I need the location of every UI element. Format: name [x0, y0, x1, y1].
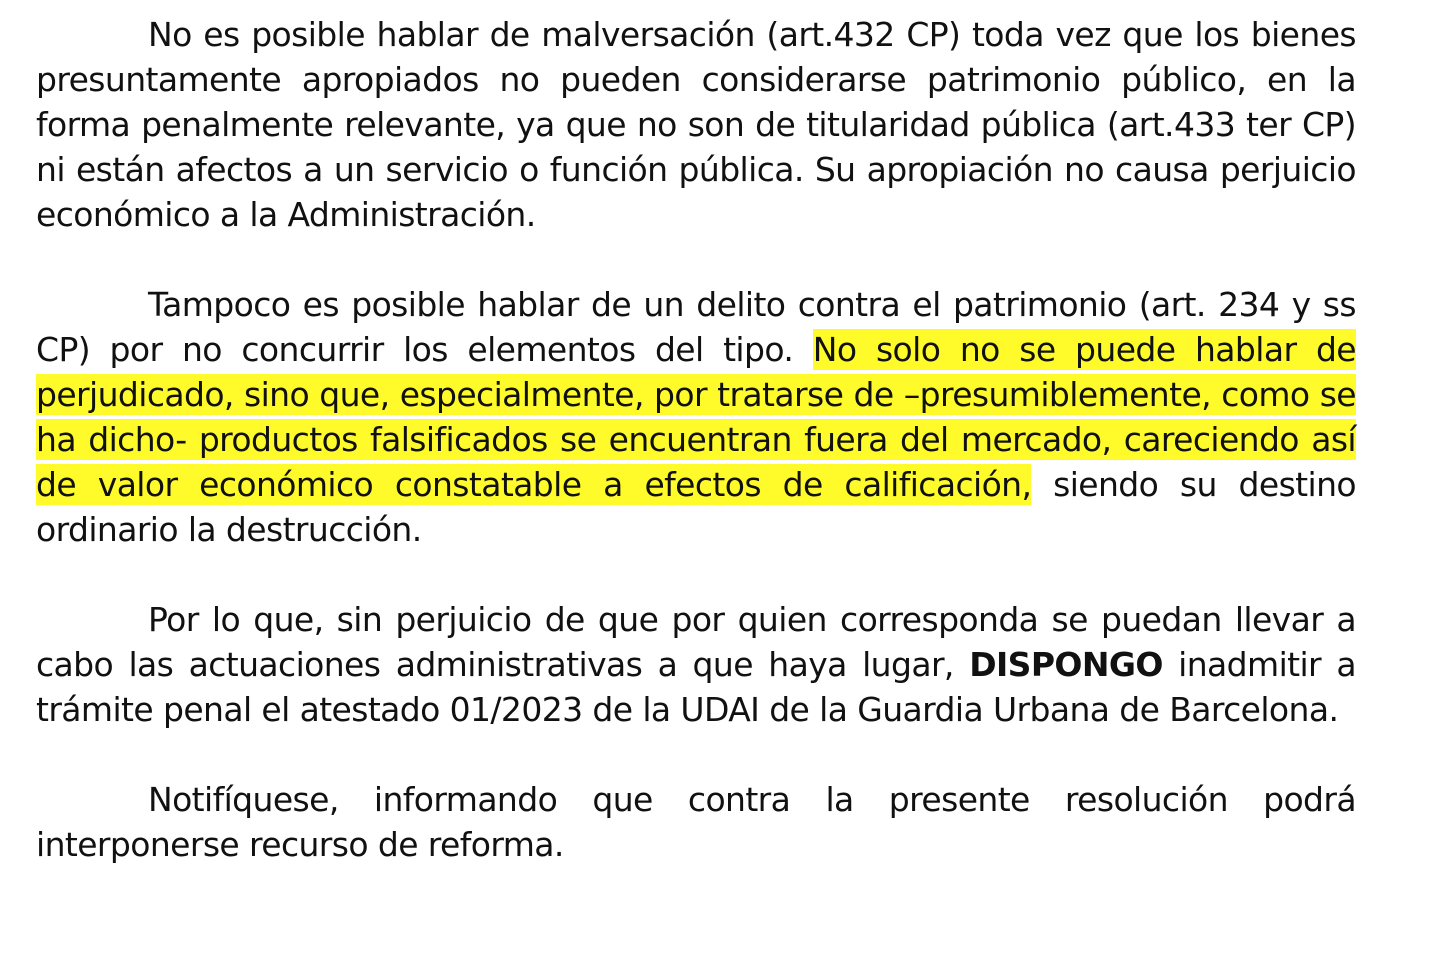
paragraph-patrimonio — [36, 282, 1356, 552]
paragraph-2-tail: siendo su destino ordinario la destrucción. — [36, 465, 1356, 549]
paragraph-4-text: Notifíquese, informando que contra la presente resolución podrá interponerse recurso de reforma. — [36, 780, 1356, 864]
paragraph-malversacion — [36, 12, 1356, 237]
paragraph-3-text: Por lo que, sin perjuicio de que por quien corresponda se puedan llevar a cabo las actuaciones administrativas a que haya lugar, — [36, 600, 1356, 684]
dispongo-bold: DISPONGO — [969, 645, 1163, 684]
paragraph-3-tail: inadmitir a trámite penal el atestado 01/2023 de la UDAI de la Guardia Urbana de Barcelona. — [36, 645, 1356, 729]
paragraph-dispongo — [36, 597, 1356, 732]
paragraph-2-text: Tampoco es posible hablar de un delito contra el patrimonio (art. 234 y ss CP) por no concurrir los elementos del tipo. — [36, 285, 1356, 369]
paragraph-notificacion — [36, 777, 1356, 867]
highlighted-text: No solo no se puede hablar de perjudicado, sino que, especialmente, por tratarse de –presumiblemente, como se ha dicho- productos falsificados se encuentran fuera del mercado, careciendo así de valor económico constatable a efectos de calificación, — [36, 330, 1356, 504]
paragraph-1-text: No es posible hablar de malversación (art.432 CP) toda vez que los bienes presuntamente apropiados no pueden considerarse patrimonio público, en la forma penalmente relevante, ya que no son de titularidad pública (art.433 ter CP) ni están afectos a un servicio o función pública. Su apropiación no causa perjuicio económico a la Administración. — [36, 15, 1356, 234]
